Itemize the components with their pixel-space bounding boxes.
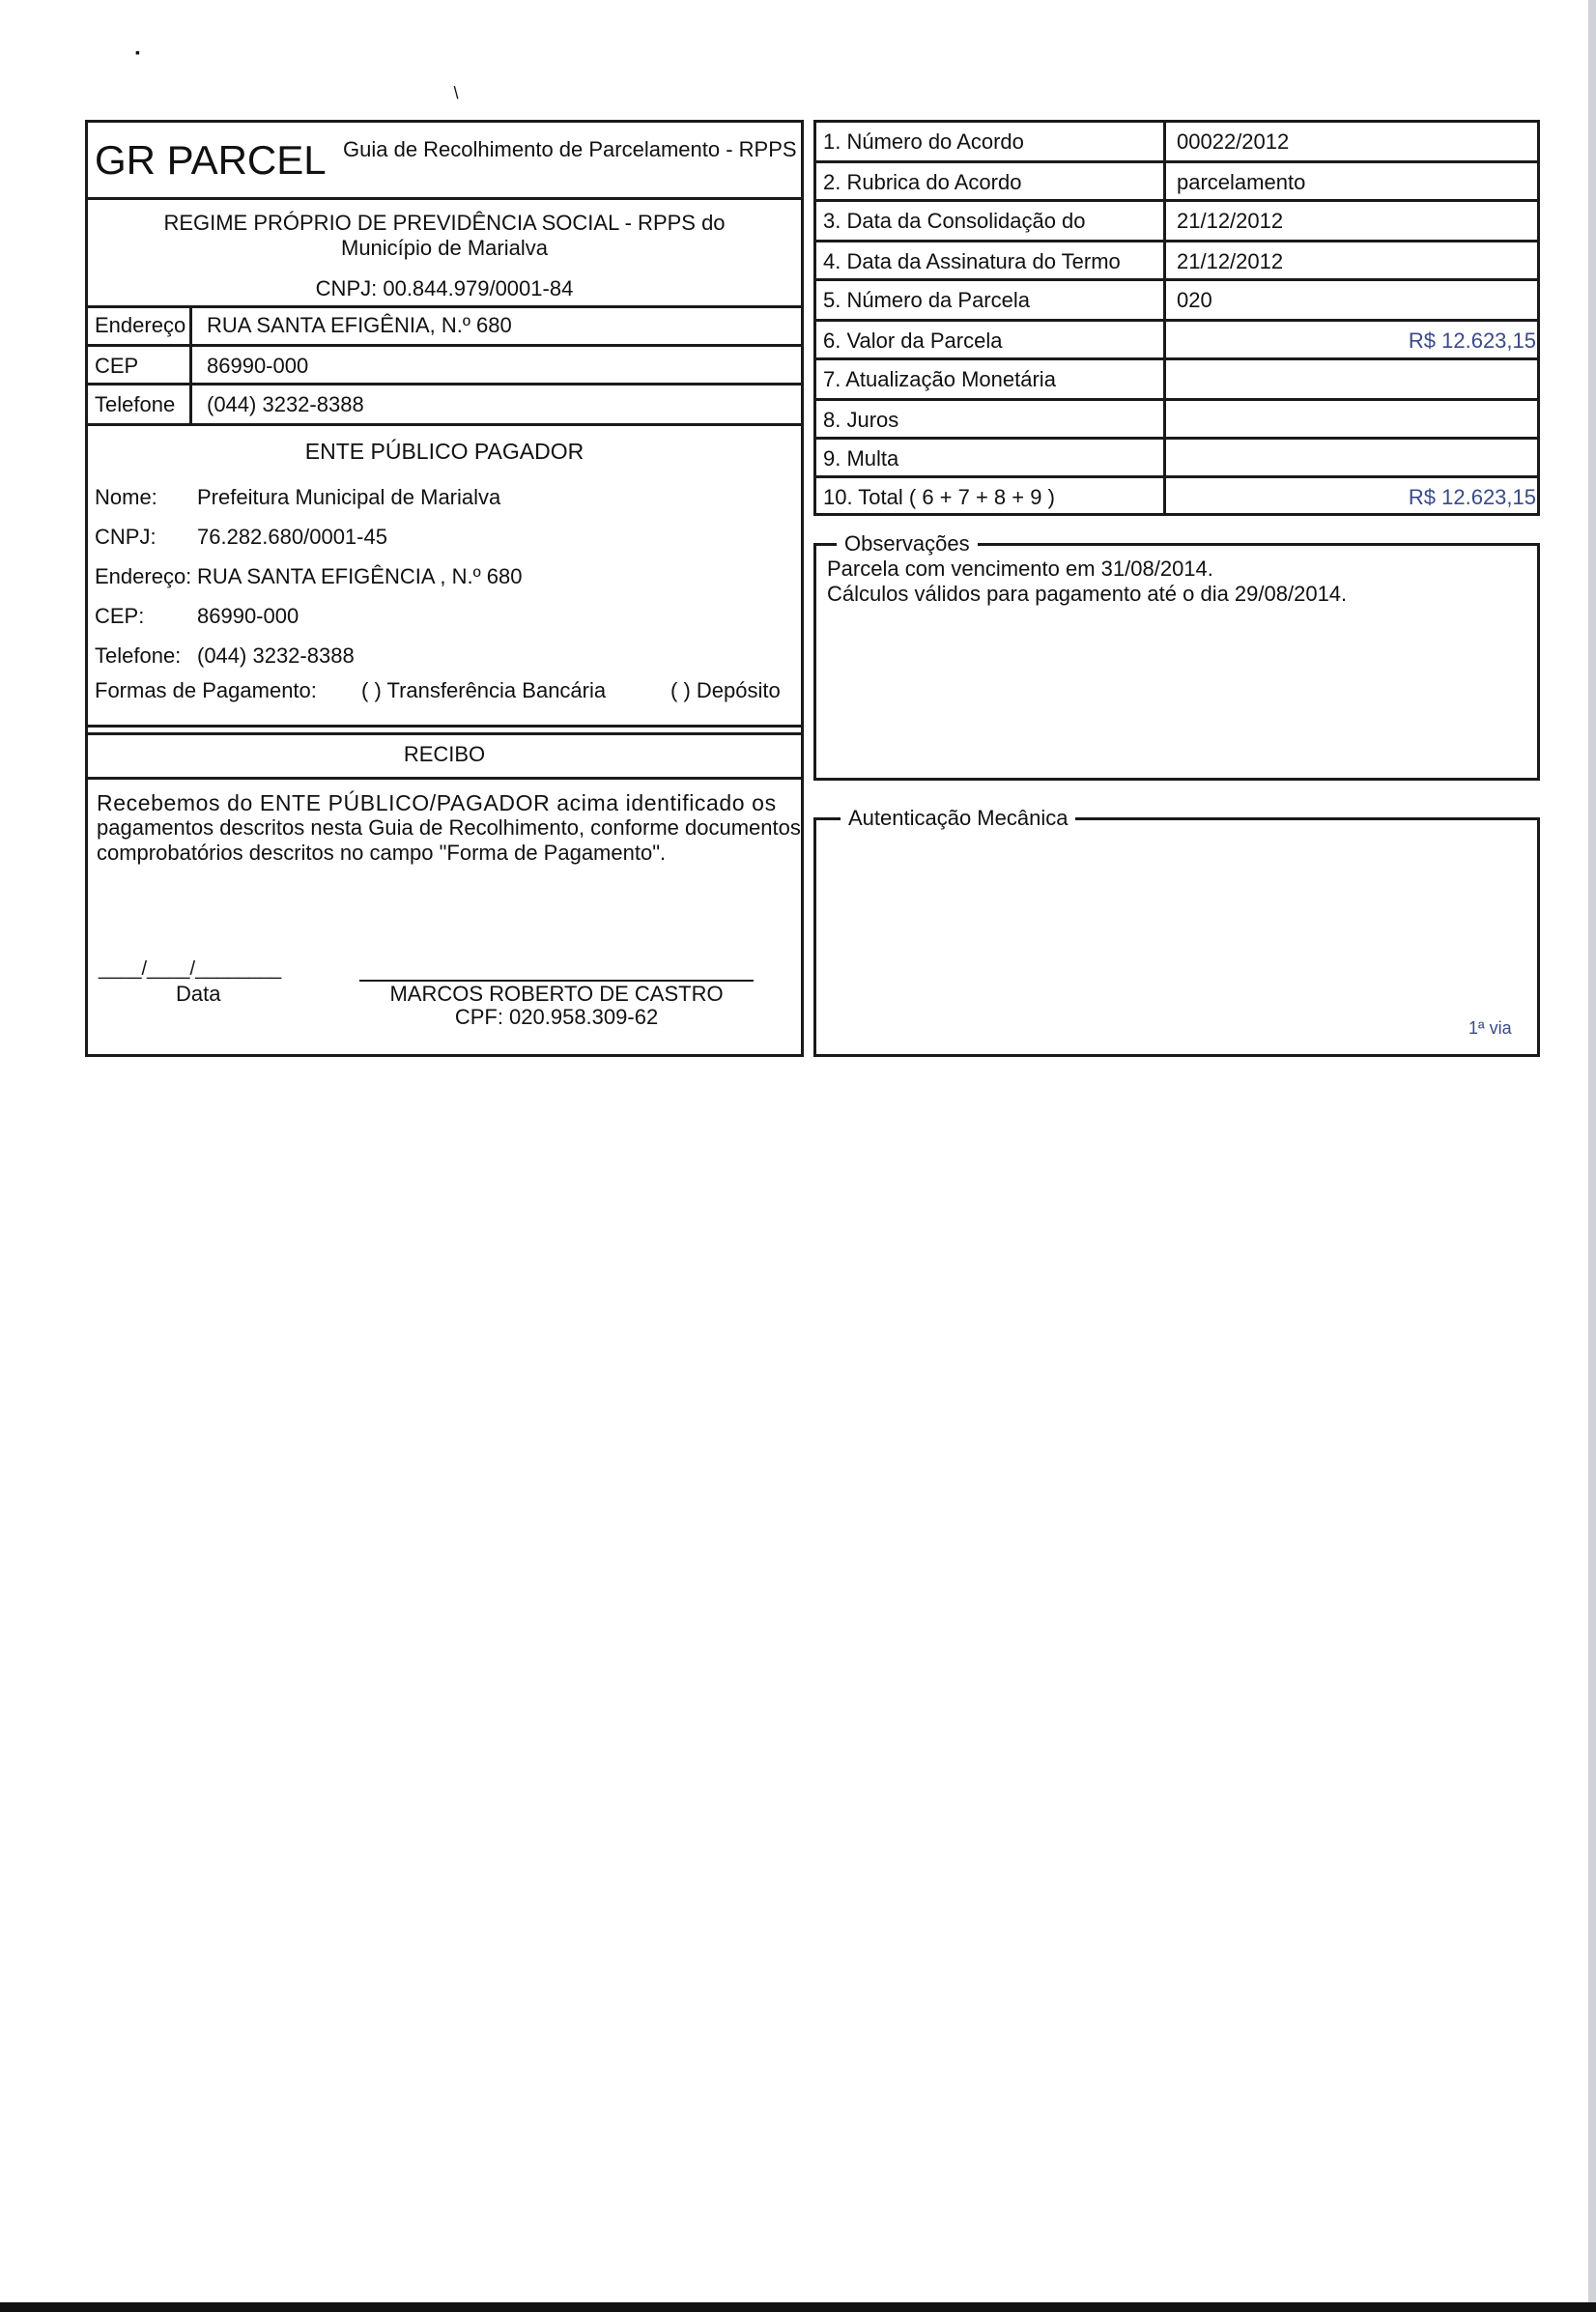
summary-label-9: 9. Multa xyxy=(823,446,899,471)
summary-value-10: R$ 12.623,15 xyxy=(1408,485,1536,509)
ente-nome-label: Nome: xyxy=(95,485,157,509)
regime-line1: REGIME PRÓPRIO DE PREVIDÊNCIA SOCIAL - RPPS do xyxy=(163,211,726,235)
autenticacao-box xyxy=(813,817,1540,1057)
form-title: GR PARCEL xyxy=(95,137,327,183)
recibo-line3: comprobatórios descritos no campo "Forma de Pagamento". xyxy=(97,841,667,865)
ente-cnpj-label: CNPJ: xyxy=(95,525,157,549)
signer-name: MARCOS ROBERTO DE CASTRO xyxy=(389,982,724,1006)
summary-label-4: 4. Data da Assinatura do Termo xyxy=(823,249,1121,273)
summary-label-7: 7. Atualização Monetária xyxy=(823,367,1056,391)
ente-telefone-value: (044) 3232-8388 xyxy=(197,643,355,668)
date-label: Data xyxy=(176,982,221,1006)
ente-cep-value: 86990-000 xyxy=(197,604,299,628)
ente-endereco-value: RUA SANTA EFIGÊNCIA , N.º 680 xyxy=(197,564,523,588)
payment-option-deposit[interactable]: ( ) Depósito xyxy=(670,678,781,702)
recibo-line1: Recebemos do ENTE PÚBLICO/PAGADOR acima identificado os xyxy=(97,790,777,815)
ente-cnpj-value: 76.282.680/0001-45 xyxy=(197,525,387,549)
regime-line2: Município de Marialva xyxy=(341,236,548,260)
summary-label-8: 8. Juros xyxy=(823,408,899,432)
summary-label-3: 3. Data da Consolidação do xyxy=(823,209,1086,233)
summary-value-2: parcelamento xyxy=(1177,170,1306,194)
phone-value: (044) 3232-8388 xyxy=(207,392,364,416)
summary-value-5: 020 xyxy=(1177,288,1212,312)
cep-value: 86990-000 xyxy=(207,354,309,378)
summary-value-4: 21/12/2012 xyxy=(1177,249,1284,273)
ente-telefone-label: Telefone: xyxy=(95,643,182,668)
scan-bottom-bar xyxy=(0,2302,1596,2312)
observacoes-heading: Observações xyxy=(837,531,978,557)
payment-methods-label: Formas de Pagamento: xyxy=(95,678,317,702)
cep-label: CEP xyxy=(95,354,139,378)
summary-label-5: 5. Número da Parcela xyxy=(823,288,1030,312)
summary-label-2: 2. Rubrica do Acordo xyxy=(823,170,1022,194)
recibo-line2: pagamentos descritos nesta Guia de Recolhimento, conforme documentos xyxy=(97,815,801,840)
recibo-heading: RECIBO xyxy=(403,742,486,766)
date-blank[interactable]: ____/____/________ xyxy=(99,958,282,980)
ente-cep-label: CEP: xyxy=(95,604,145,628)
payment-option-transfer[interactable]: ( ) Transferência Bancária xyxy=(361,678,607,702)
ente-endereco-label: Endereço: xyxy=(95,564,192,588)
address-label: Endereço xyxy=(95,313,186,337)
scan-mark: / xyxy=(449,83,464,102)
scan-mark: ▪ xyxy=(135,44,140,60)
ente-heading: ENTE PÚBLICO PAGADOR xyxy=(304,439,584,464)
observacoes-line2: Cálculos válidos para pagamento até o dia 29/08/2014. xyxy=(827,582,1348,606)
regime-cnpj: CNPJ: 00.844.979/0001-84 xyxy=(315,276,574,300)
summary-label-10: 10. Total ( 6 + 7 + 8 + 9 ) xyxy=(823,485,1055,509)
form-subtitle: Guia de Recolhimento de Parcelamento - RPPS xyxy=(343,137,797,161)
summary-label-6: 6. Valor da Parcela xyxy=(823,328,1003,353)
signer-cpf: CPF: 020.958.309-62 xyxy=(454,1005,659,1029)
via-label: 1ª via xyxy=(1468,1018,1512,1038)
summary-value-3: 21/12/2012 xyxy=(1177,209,1284,233)
ente-nome-value: Prefeitura Municipal de Marialva xyxy=(197,485,501,509)
summary-value-6: R$ 12.623,15 xyxy=(1408,328,1536,353)
summary-label-1: 1. Número do Acordo xyxy=(823,129,1024,154)
phone-label: Telefone xyxy=(95,392,176,416)
observacoes-line1: Parcela com vencimento em 31/08/2014. xyxy=(827,557,1213,581)
scan-edge xyxy=(1588,0,1596,2312)
autenticacao-heading: Autenticação Mecânica xyxy=(841,806,1075,831)
address-value: RUA SANTA EFIGÊNIA, N.º 680 xyxy=(207,313,512,337)
summary-value-1: 00022/2012 xyxy=(1177,129,1290,154)
